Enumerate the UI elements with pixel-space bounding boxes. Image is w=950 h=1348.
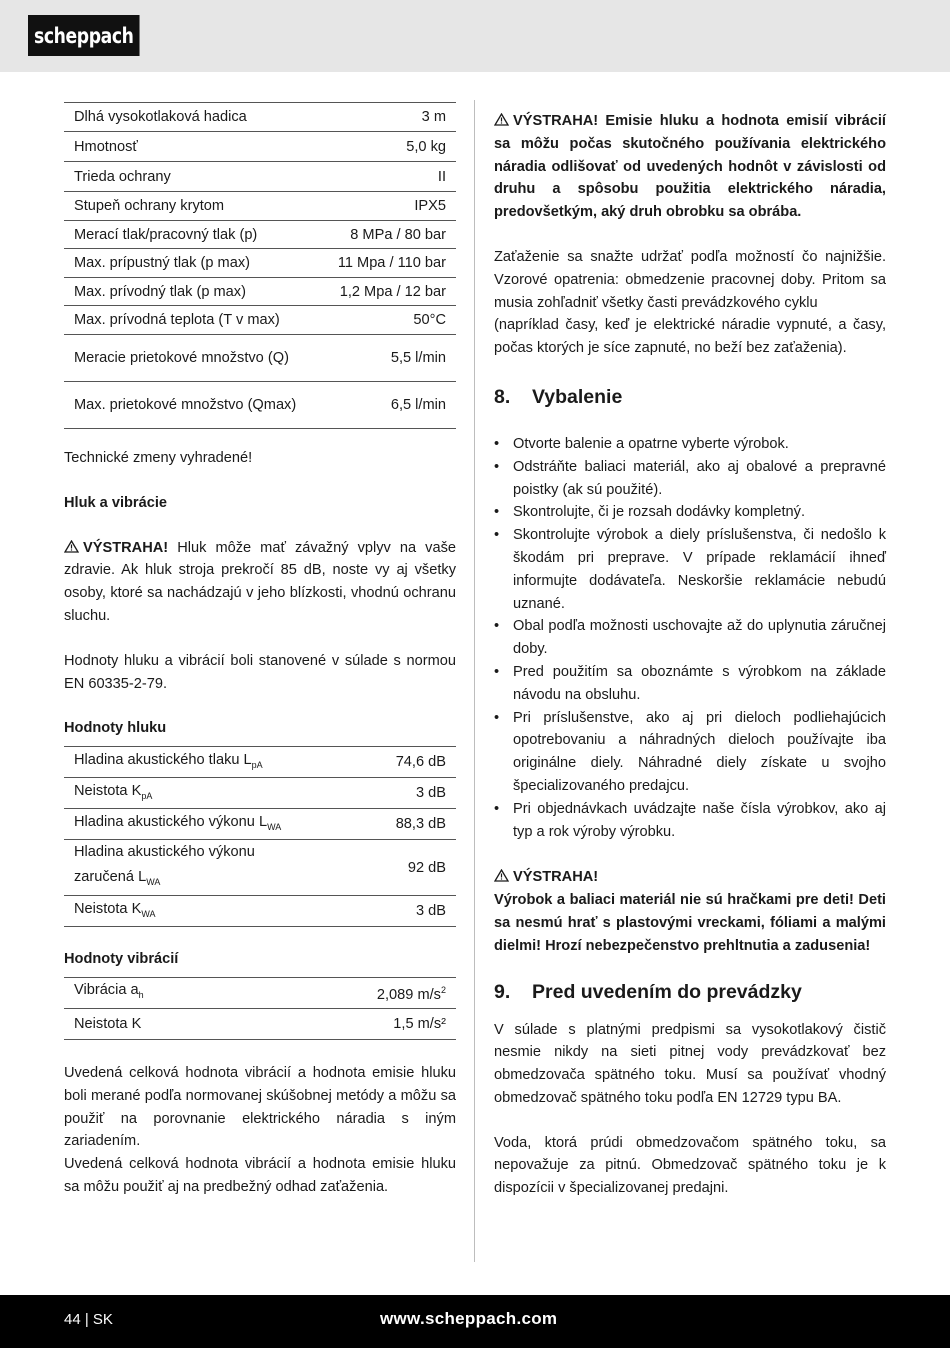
spec-value: IPX5 [314,192,456,221]
spec-label: Max. prietokové množstvo (Qmax) [64,382,314,429]
spec-label: Max. prípustný tlak (p max) [64,249,314,278]
noise-label: Neistota $K_{pA}$ [64,778,363,809]
list-item: • Skontrolujte výrobok a diely príslušenstva, či nedošlo k škodám pri preprave. V prípade reklamácií ihneď informujte dodávateľa. Neskoršie reklamácie nebudú uznané. [494,524,886,615]
noise-value: 88,3 dB [363,809,456,840]
spec-label: Merací tlak/pracovný tlak (p) [64,221,314,249]
vibration-values-heading: Hodnoty vibrácií [64,951,179,968]
noise-label: Neistota $K_{WA}$ [64,896,363,927]
spec-value: 5,0 kg [314,132,456,162]
table-row [64,896,456,927]
load-paragraph: Zaťaženie sa snažte udržať podľa možností čo najnižšie. Vzorové opatrenia: obmedzenie pracovnej doby. Pritom sa musia zohľadniť všetky časti prevádzkového cyklu [494,248,886,311]
noise-label: Hladina akustického tlaku $L_{pA}$ [64,747,363,778]
list-item: • Odstráňte baliaci materiál, ako aj obalové a prepravné poistky (ak sú použité). [494,456,886,502]
spec-value: 1,2 Mpa / 12 bar [314,278,456,306]
packaging-warning-text: Výrobok a baliaci materiál nie sú hračkami pre deti! Deti sa nesmú hrať s plastovými vreckami, fóliami a malými dielmi! Hrozí nebezpečenstvo prehltnutia a zadusenia! [494,892,886,954]
closing-paragraph-2: Uvedená celková hodnota vibrácií a hodnota emisie hluku sa môžu použiť aj na predbežný odhad zaťaženia. [64,1156,456,1195]
noise-vibration-heading: Hluk a vibrácie [64,494,168,511]
spec-value: 11 Mpa / 110 bar [314,249,456,278]
table-row [64,1008,456,1039]
table-row [64,747,456,778]
table-row [64,335,456,382]
noise-value: 3 dB [363,778,456,809]
list-item: • Skontrolujte, či je rozsah dodávky kompletný. [494,501,886,524]
spec-value: 5,5 l/min [314,335,456,382]
warning-text: Hluk môže mať závažný vplyv na vaše zdravie. Ak hluk stroja prekročí 85 dB, noste vy aj všetky osoby, ktoré sa nachádzajú v jeho blízkosti, vhodnú ochranu sluchu. [64,539,456,624]
emission-warning [494,110,886,224]
noise-label: Hladina akustického výkonu $L_{WA}$ [64,809,363,840]
footer-bar [0,1295,950,1348]
list-item: • Pred použitím sa oboznámte s výrobkom na základe návodu na obsluhu. [494,661,886,707]
spec-table [64,102,456,429]
table-row [64,103,456,132]
spec-value: 3 m [314,103,456,132]
vibration-value: 2,089 $m/s^2$ [261,977,456,1008]
list-item: • Obal podľa možnosti uschovajte až do uplynutia záručnej doby. [494,615,886,661]
spec-value: 6,5 l/min [314,382,456,429]
closing-paragraph-1: Uvedená celková hodnota vibrácií a hodnota emisie hluku boli merané podľa normovanej skúšobnej metódy a môžu sa použiť na porovnanie elektrického náradia s iným zariadením. [64,1064,456,1150]
table-row [64,249,456,278]
table-row [64,162,456,192]
load-paragraph-2: (napríklad časy, keď je elektrické náradie vypnuté, a časy, počas ktorých je síce zapnuté, no beží bez zaťaženia). [494,317,886,357]
section-9-heading: 9. Pred uvedením do prevádzky [494,980,802,1003]
warning-icon [494,113,509,126]
spec-label: Hmotnosť [64,132,314,162]
spec-label: Meracie prietokové množstvo (Q) [64,335,314,382]
packaging-warning-label: VÝSTRAHA! [494,866,886,889]
table-row [64,192,456,221]
table-row [64,132,456,162]
left-column [64,102,456,1199]
table-row [64,778,456,809]
list-item: • Otvorte balenie a opatrne vyberte výrobok. [494,433,886,456]
warning-label: VÝSTRAHA! [83,539,169,556]
spec-label: Max. prívodná teplota (T v max) [64,306,314,335]
noise-value: 74,6 dB [363,747,456,778]
table-row [64,278,456,306]
noise-value: 92 dB [363,840,456,896]
website-url: www.scheppach.com [380,1309,558,1328]
list-item: • Pri príslušenstve, ako aj pri dieloch podliehajúcich opotrebovaniu a náhradných dieloch používajte iba originálne diely. Náhradné diely získate u svojho špecializovaného predajcu. [494,707,886,798]
section-9-paragraph-2: Voda, ktorá prúdi obmedzovačom spätného toku, sa nepovažuje za pitnú. Obmedzovač spätného toku je k dispozícii v špecializovanej predajni. [494,1134,886,1197]
vibration-label: Neistota K [64,1008,261,1039]
warning-icon [64,540,79,553]
table-row [64,840,456,896]
section-8-heading: 8. Vybalenie [494,385,623,408]
scheppach-logo: scheppach [28,15,140,56]
spec-label: Max. prívodný tlak (p max) [64,278,314,306]
table-row [64,977,456,1008]
table-row [64,221,456,249]
column-divider [474,100,475,1262]
warning-text: Emisie hluku a hodnota emisií vibrácií sa môžu počas skutočného používania elektrického náradia odlišovať od uvedených hodnôt v závislosti od druhu a spôsobu použitia elektrického náradia, predovšetkým, aký druh obrobku sa obrába. [494,113,886,221]
measured-standard-text: Hodnoty hluku a vibrácií boli stanovené v súlade s normou EN 60335-2-79. [64,652,456,692]
warning-label: VÝSTRAHA! [513,113,599,129]
spec-label: Stupeň ochrany krytom [64,192,314,221]
tech-changes-note: Technické zmeny vyhradené! [64,450,253,466]
spec-label: Dlhá vysokotlaková hadica [64,103,314,132]
spec-value: II [314,162,456,192]
noise-value: 3 dB [363,896,456,927]
noise-values-heading: Hodnoty hluku [64,720,167,737]
section-9-paragraph-1: V súlade s platnými predpismi sa vysokotlakový čistič nesmie nikdy na sieti pitnej vody prevádzkovať bez obmedzovača spätného toku. Musí sa používať vhodný obmedzovač spätného toku podľa EN 12729 typu BA. [494,1021,886,1106]
noise-label: Hladina akustického výkonu zaručená $L_{WA}$ [64,840,363,896]
unpacking-list [494,433,886,843]
warning-icon [494,869,509,882]
spec-label: Trieda ochrany [64,162,314,192]
vibration-table [64,977,456,1040]
vibration-value: 1,5 m/s² [261,1008,456,1039]
noise-warning [64,537,456,628]
noise-table [64,746,456,927]
spec-value: 8 MPa / 80 bar [314,221,456,249]
list-item: • Pri objednávkach uvádzajte naše čísla výrobkov, ako aj typ a rok výroby výrobku. [494,798,886,844]
right-column [494,110,886,1200]
table-row [64,382,456,429]
vibration-label: Vibrácia $a_h$ [64,977,261,1008]
table-row [64,306,456,335]
table-row [64,809,456,840]
page-number: 44 | SK [64,1311,113,1328]
header-bar [0,0,950,72]
spec-value: 50°C [314,306,456,335]
